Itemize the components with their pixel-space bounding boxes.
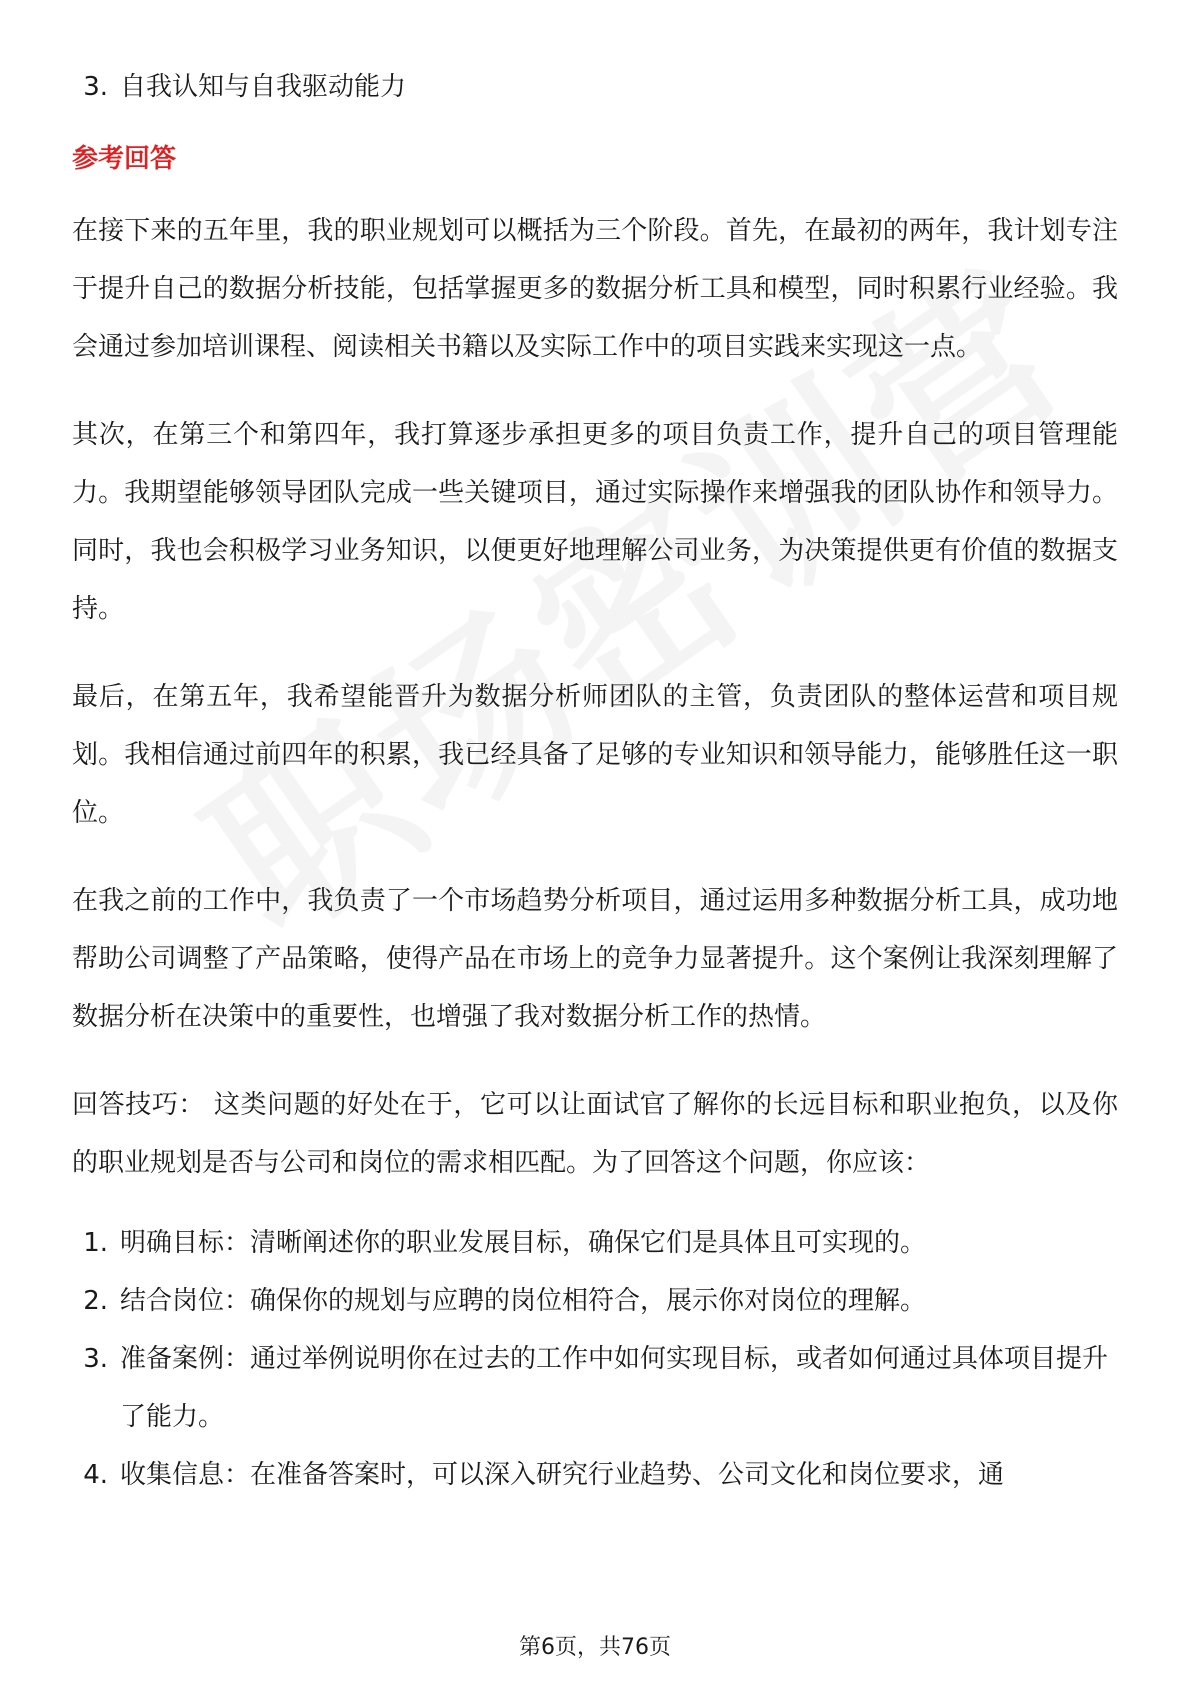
list-text: 明确目标：清晰阐述你的职业发展目标，确保它们是具体且可实现的。 (120, 1228, 927, 1258)
page-content (72, 58, 1118, 1504)
paragraph-case-example: 在我之前的工作中，我负责了一个市场趋势分析项目，通过运用多种数据分析工具，成功地帮助公司调整了产品策略，使得产品在市场上的竞争力显著提升。这个案例让我深刻理解了数据分析在决策中的重要性，也增强了我对数据分析工作的热情。 (72, 886, 1118, 1032)
page-number-footer: 第6页，共76页 (519, 1635, 671, 1660)
list-item (72, 1214, 1118, 1272)
paragraph-plan-stage-two: 其次，在第三个和第四年，我打算逐步承担更多的项目负责工作，提升自己的项目管理能力。我期望能够领导团队完成一些关键项目，通过实际操作来增强我的团队协作和领导力。同时，我也会积极学习业务知识，以便更好地理解公司业务，为决策提供更有价值的数据支持。 (72, 420, 1118, 624)
paragraph-answer-tips: 回答技巧： 这类问题的好处在于，它可以让面试官了解你的长远目标和职业抱负，以及你的职业规划是否与公司和岗位的需求相匹配。为了回答这个问题，你应该： (72, 1090, 1118, 1178)
section-heading: 参考回答 (72, 144, 177, 174)
list-item (72, 1330, 1118, 1446)
tips-list (72, 1214, 1118, 1504)
list-number: 1. (83, 1228, 108, 1258)
list-number: 4. (83, 1460, 108, 1490)
list-text: 准备案例：通过举例说明你在过去的工作中如何实现目标，或者如何通过具体项目提升了能力。 (120, 1344, 1109, 1432)
list-text: 收集信息：在准备答案时，可以深入研究行业趋势、公司文化和岗位要求，通 (120, 1460, 1005, 1490)
paragraph-plan-stage-one: 在接下来的五年里，我的职业规划可以概括为三个阶段。首先，在最初的两年，我计划专注于提升自己的数据分析技能，包括掌握更多的数据分析工具和模型，同时积累行业经验。我会通过参加培训课程、阅读相关书籍以及实际工作中的项目实践来实现这一点。 (72, 216, 1118, 362)
list-item (72, 1272, 1118, 1330)
list-item (72, 1446, 1118, 1504)
paragraph-plan-stage-three: 最后，在第五年，我希望能晋升为数据分析师团队的主管，负责团队的整体运营和项目规划。我相信通过前四年的积累，我已经具备了足够的专业知识和领导能力，能够胜任这一职位。 (72, 682, 1118, 828)
list-number: 3. (83, 72, 108, 102)
list-item (72, 58, 1118, 116)
list-text: 自我认知与自我驱动能力 (120, 72, 407, 102)
list-number: 3. (83, 1344, 108, 1374)
list-text: 结合岗位：确保你的规划与应聘的岗位相符合，展示你对岗位的理解。 (120, 1286, 927, 1316)
list-number: 2. (83, 1286, 108, 1316)
